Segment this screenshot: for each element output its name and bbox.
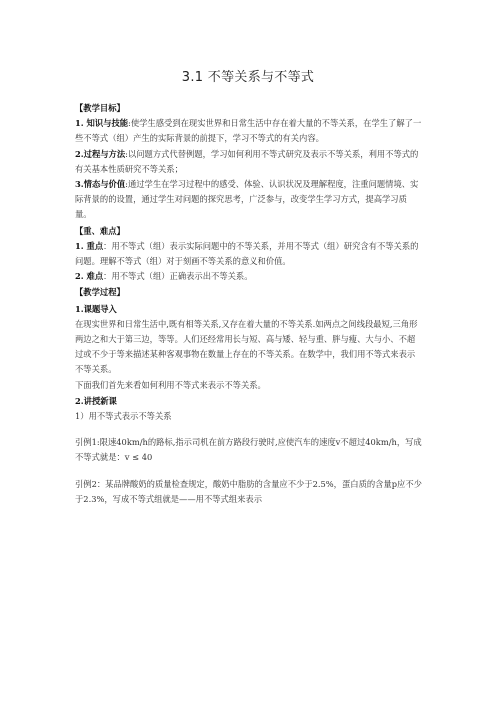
- step-1-paragraph-1: 在现实世界和日常生活中,既有相等关系,又存在着大量的不等关系.如两点之间线段最短,三角形两边之和大于第三边，等等。人们还经常用长与短、高与矮、轻与重、胖与瘦、大与小、不超过或不少于等来描述某种客观事物在数量上存在的不等关系。在数学中，我们用不等式来表示不等关系。: [75, 318, 418, 375]
- key-point-text: ：用不等式（组）表示实际问题中的不等关系，并用不等式（组）研究含有不等关系的问题。理解不等式（组）对于刻画不等关系的意义和价值。: [75, 240, 419, 267]
- teaching-process-heading: 【教学过程】: [75, 287, 125, 298]
- key-point-paragraph: [75, 239, 423, 269]
- goal-3-label: 3.情态与价值: [75, 179, 126, 190]
- key-points-heading: 【重、难点】: [75, 225, 125, 236]
- goal-2-label: 2.过程与方法: [75, 148, 126, 159]
- example-1-paragraph: 引例1:限速40km/h的路标,指示司机在前方路段行驶时,应使汽车的速度v不超过40km/h，写成不等式就是：v ≤ 40: [75, 437, 422, 463]
- document-body: [75, 100, 423, 507]
- key-point-label: 1. 重点: [75, 240, 104, 251]
- difficulty-text: ：用不等式（组）正确表示出不等关系。: [103, 271, 253, 282]
- step-2-heading: 2.讲授新课: [75, 395, 117, 406]
- goal-2-paragraph: [75, 147, 423, 177]
- goal-1-label: 1. 知识与技能: [75, 118, 129, 129]
- example-2-paragraph: 引例2：某品牌酸奶的质量检查规定，酸奶中脂肪的含量应不少于2.5%，蛋白质的含量p应不少于2.3%，写成不等式组就是——用不等式组来表示: [75, 478, 422, 504]
- difficulty-paragraph: [75, 269, 423, 284]
- page-title: 3.1 不等关系与不等式: [181, 70, 315, 85]
- difficulty-label: 2. 难点: [75, 271, 104, 282]
- goal-2-text: :以问题方式代替例题，学习如何利用不等式研究及表示不等关系，利用不等式的有关基本性质研究不等关系；: [75, 148, 419, 174]
- goal-1-paragraph: [75, 116, 423, 146]
- step-1-heading: 1.课题导入: [75, 303, 117, 314]
- goal-3-paragraph: [75, 177, 423, 223]
- goal-3-text: :通过学生在学习过程中的感受、体验、认识状况及理解程度，注重问题情境、实际背景的的设置，通过学生对问题的探究思考，广泛参与，改变学生学习方式，提高学习质量。: [75, 179, 419, 220]
- goal-1-text: :使学生感受到在现实世界和日常生活中存在着大量的不等关系，在学生了解了一些不等式（组）产生的实际背景的前提下，学习不等式的有关内容。: [75, 118, 422, 144]
- teaching-goals-heading: 【教学目标】: [75, 103, 125, 113]
- step-1-paragraph-2: 下面我们首先来看如何利用不等式来表示不等关系。: [75, 379, 266, 390]
- spacer: [75, 424, 423, 435]
- subsection-1-heading: 1）用不等式表示不等关系: [75, 411, 172, 422]
- spacer: [75, 466, 423, 477]
